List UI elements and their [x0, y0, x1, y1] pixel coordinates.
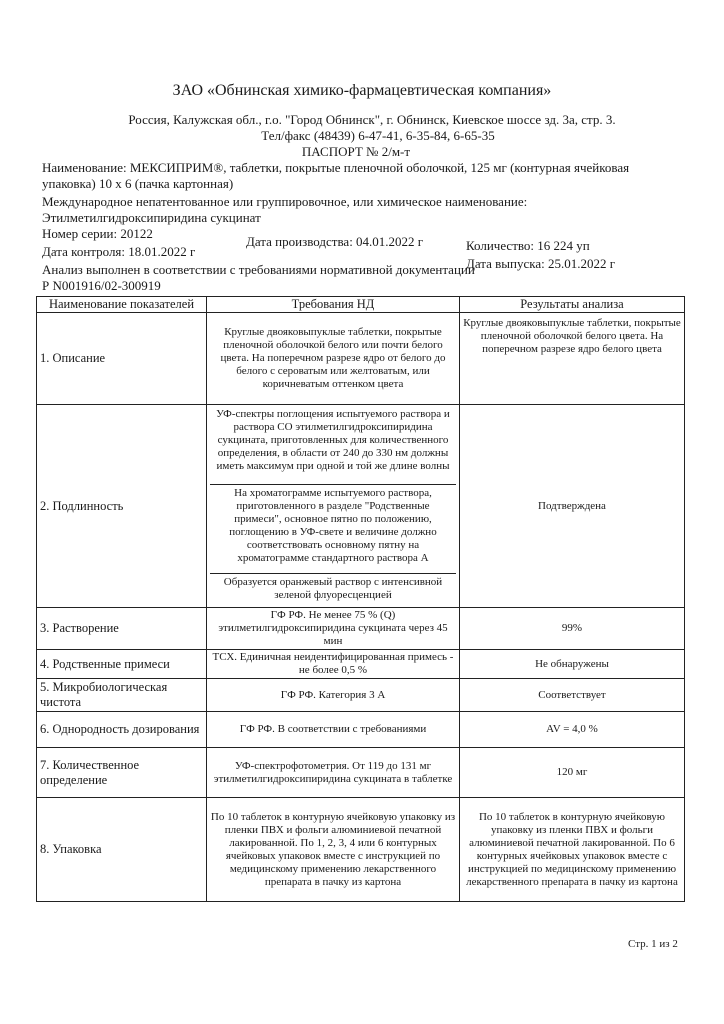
- row-requirement: Круглые двояковыпуклые таблетки, покрытые пленочной оболочкой белого или почти белого цвета. На поперечном разрезе ядро от белого до белого с сероватым или желтоватым, или коричневатым оттенком цвета: [207, 313, 460, 405]
- production-date: Дата производства: 04.01.2022 г: [246, 234, 424, 249]
- table-row: [37, 679, 685, 712]
- table-header-row: [37, 297, 685, 313]
- company-title: ЗАО «Обнинская химико-фармацевтическая компания»: [172, 82, 552, 99]
- row-name-assay: 7. Количественное определение: [37, 748, 207, 798]
- table-row: [37, 313, 685, 405]
- row-requirement: ГФ РФ. Не менее 75 % (Q) этилметилгидроксипиридина сукцината через 45 мин: [207, 608, 460, 650]
- row-name-identity: 2. Подлинность: [37, 405, 207, 608]
- column-header-results: Результаты анализа: [460, 297, 685, 313]
- requirement-fluorescence: Образуется оранжевый раствор с интенсивной зеленой флуоресценцией: [210, 573, 456, 606]
- row-result: 99%: [460, 608, 685, 650]
- row-requirement: ГФ РФ. Категория 3 А: [207, 679, 460, 712]
- analysis-statement: Анализ выполнен в соответствии с требованиями нормативной документации: [42, 262, 475, 277]
- column-header-requirements: Требования НД: [207, 297, 460, 313]
- table-row: [37, 748, 685, 798]
- table-row: [37, 608, 685, 650]
- quantity: Количество: 16 224 уп: [466, 238, 590, 253]
- table-row: [37, 712, 685, 748]
- column-header-indicator: Наименование показателей: [37, 297, 207, 313]
- row-result: Круглые двояковыпуклые таблетки, покрытые пленочной оболочкой белого цвета. На поперечном разрезе ядро белого цвета: [460, 313, 685, 405]
- inn-label: Международное непатентованное или группировочное, или химическое наименование:: [42, 194, 528, 209]
- analysis-table: [36, 296, 685, 902]
- row-name-description: 1. Описание: [37, 313, 207, 405]
- product-name-line1: Наименование: МЕКСИПРИМ®, таблетки, покрытые пленочной оболочкой, 125 мг (контурная ячейковая: [42, 160, 630, 175]
- inn-value: Этилметилгидроксипиридина сукцинат: [42, 210, 261, 225]
- requirement-chromatography: На хроматограмме испытуемого раствора, приготовленного в разделе "Родственные примеси", основное пятно по положению, поглощению в УФ-свете и величине должно соответствовать основному пятну на хроматограмме стандартного раствора А: [210, 484, 456, 573]
- row-name-impurities: 4. Родственные примеси: [37, 650, 207, 679]
- requirement-uv-spectra: УФ-спектры поглощения испытуемого раствора и раствора СО этилметилгидроксипиридина сукцината, приготовленных для количественного определения, в области от 240 до 330 нм должны иметь максимум при одной и той же длине волны: [216, 408, 450, 472]
- row-requirement: УФ-спектрофотометрия. От 119 до 131 мг этилметилгидроксипиридина сукцината в таблетке: [207, 748, 460, 798]
- company-phone: Тел/факс (48439) 6-47-41, 6-35-84, 6-65-35: [261, 128, 495, 143]
- row-requirement: По 10 таблеток в контурную ячейковую упаковку из пленки ПВХ и фольги алюминиевой печатной лакированной. По 1, 2, 3, 4 или 6 контурных ячейковых упаковок вместе с инструкцией по медицинскому применению лекарственного препарата в пачку из картона: [207, 798, 460, 902]
- row-requirement-group: [207, 405, 460, 608]
- product-name-line2: упаковка) 10 х 6 (пачка картонная): [42, 176, 234, 191]
- row-name-dissolution: 3. Растворение: [37, 608, 207, 650]
- row-name-uniformity: 6. Однородность дозирования: [37, 712, 207, 748]
- page-number: Стр. 1 из 2: [628, 938, 678, 950]
- registration-number: Р N001916/02-300919: [42, 278, 161, 293]
- row-result: AV = 4,0 %: [460, 712, 685, 748]
- company-address: Россия, Калужская обл., г.о. "Город Обнинск", г. Обнинск, Киевское шоссе зд. 3а, стр. 3.: [128, 112, 616, 127]
- row-result: Соответствует: [460, 679, 685, 712]
- row-result: По 10 таблеток в контурную ячейковую упаковку из пленки ПВХ и фольги алюминиевой печатной лакированной. По 6 контурных ячейковых упаковок вместе с инструкцией по медицинскому применению лекарственного препарата в пачку из картона: [460, 798, 685, 902]
- row-requirement: ТСХ. Единичная неидентифицированная примесь - не более 0,5 %: [207, 650, 460, 679]
- row-name-packaging: 8. Упаковка: [37, 798, 207, 902]
- table-row: [37, 798, 685, 902]
- passport-title: ПАСПОРТ № 2/м-т: [301, 144, 411, 159]
- row-requirement: ГФ РФ. В соответствии с требованиями: [207, 712, 460, 748]
- table-row: [37, 650, 685, 679]
- row-result: 120 мг: [460, 748, 685, 798]
- row-result: Не обнаружены: [460, 650, 685, 679]
- row-name-microbiology: 5. Микробиологическая чистота: [37, 679, 207, 712]
- row-result: Подтверждена: [460, 405, 685, 608]
- control-date: Дата контроля: 18.01.2022 г: [42, 244, 196, 259]
- release-date: Дата выпуска: 25.01.2022 г: [466, 256, 616, 271]
- table-row: [37, 405, 685, 608]
- series-number: Номер серии: 20122: [42, 226, 153, 241]
